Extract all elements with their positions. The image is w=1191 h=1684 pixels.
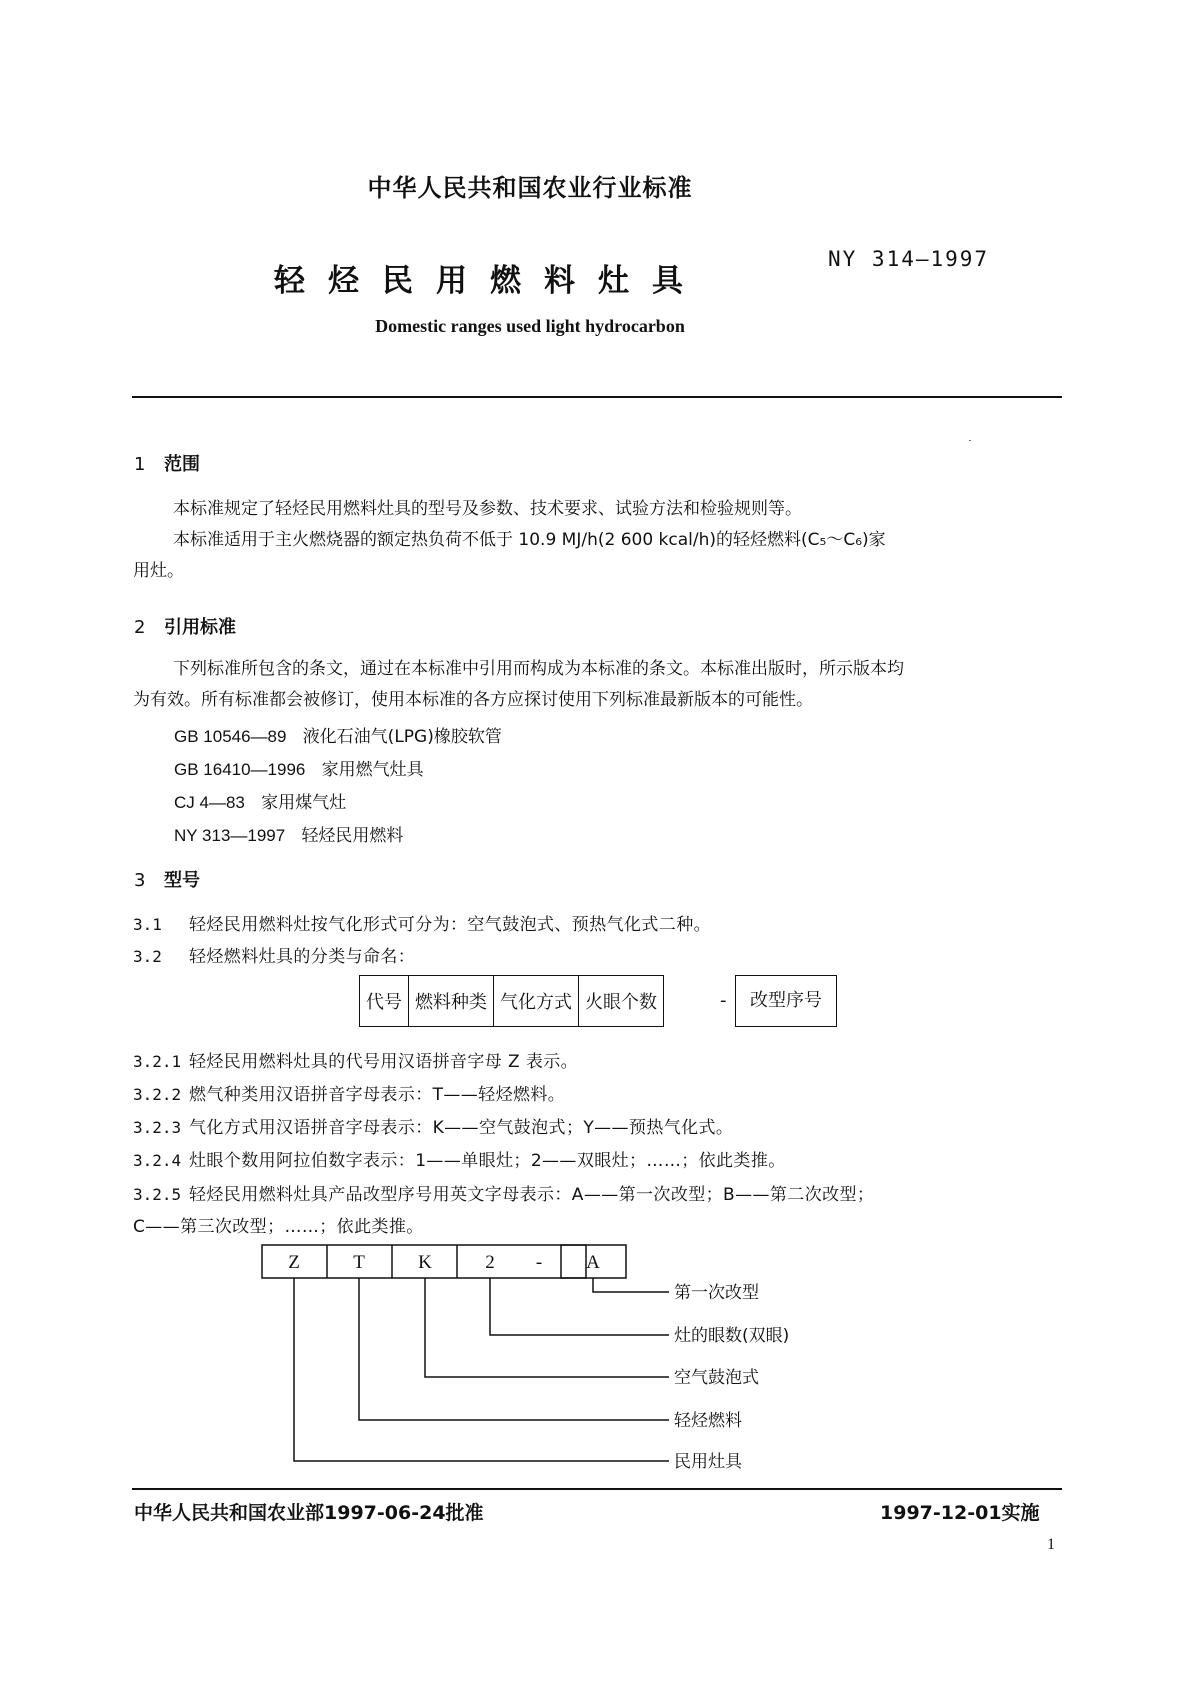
section-3-number: 3: [134, 870, 146, 891]
section-2-number: 2: [134, 617, 146, 638]
clause-text: 轻烃民用燃料灶具的代号用汉语拼音字母 Z 表示。: [189, 1052, 579, 1072]
document-title-chinese: 轻烃民用燃料灶具: [274, 263, 706, 299]
reference-code: NY 313—1997: [174, 826, 286, 845]
reference-name: 液化石油气(LPG)橡胶软管: [302, 727, 502, 747]
effective-date: 1997-12-01实施: [880, 1502, 1040, 1524]
section-1-body: [133, 494, 1063, 587]
section-3-title: 型号: [164, 870, 200, 891]
reference-code: CJ 4—83: [174, 793, 245, 812]
leader-line-fuel: [359, 1278, 669, 1420]
scan-speck: [969, 440, 971, 441]
clause-text: 轻烃民用燃料灶按气化形式可分为：空气鼓泡式、预热气化式二种。: [189, 915, 711, 935]
reference-item: [174, 821, 403, 846]
example-label: 第一次改型: [674, 1283, 759, 1303]
reference-name: 家用燃气灶具: [321, 760, 424, 780]
clause-number: 3.1: [133, 915, 162, 934]
document-title-english: Domestic ranges used light hydrocarbon: [375, 316, 685, 336]
clause-3-2-4: [133, 1146, 786, 1171]
clause-number: 3.2.4: [133, 1151, 182, 1170]
classification-cell: 气化方式: [494, 976, 579, 1027]
example-box-letter: 2: [485, 1252, 495, 1273]
reference-name: 轻烃民用燃料: [301, 826, 404, 846]
clause-3-1: [133, 910, 711, 935]
clause-3-2-3: [133, 1113, 733, 1138]
section-1-number: 1: [134, 454, 146, 475]
classification-dash: -: [720, 990, 727, 1011]
page-number: 1: [1047, 1536, 1055, 1553]
clause-text: 轻烃民用燃料灶具产品改型序号用英文字母表示：A——第一次改型；B——第二次改型；: [189, 1185, 875, 1205]
section-1-heading: [134, 450, 200, 476]
reference-name: 家用煤气灶: [261, 793, 347, 813]
classification-cell: 代号: [360, 976, 409, 1027]
section-1-paragraph-2-line-2: 用灶。: [133, 561, 184, 581]
example-label: 空气鼓泡式: [674, 1368, 759, 1388]
section-2-paragraph-line-2: 为有效。所有标准都会被修订，使用本标准的各方应探讨使用下列标准最新版本的可能性。: [133, 690, 813, 710]
example-box-letter: Z: [288, 1252, 300, 1273]
classification-cell: 火眼个数: [579, 976, 664, 1027]
example-box-letter: K: [418, 1252, 432, 1273]
clause-number: 3.2: [133, 947, 162, 966]
example-label: 轻烃燃料: [674, 1411, 742, 1431]
clause-number: 3.2.2: [133, 1085, 182, 1104]
section-1-title: 范围: [164, 454, 200, 475]
section-2-heading: [134, 613, 236, 639]
clause-text: 燃气种类用汉语拼音字母表示：T——轻烃燃料。: [189, 1085, 566, 1105]
section-1-paragraph-1: 本标准规定了轻烃民用燃料灶具的型号及参数、技术要求、试验方法和检验规则等。: [173, 499, 802, 519]
reference-item: [174, 788, 346, 813]
reference-code: GB 16410—1996: [174, 760, 306, 779]
section-2-paragraph-line-1: 下列标准所包含的条文，通过在本标准中引用而构成为本标准的条文。本标准出版时，所示版本均: [173, 659, 904, 679]
clause-number: 3.2.1: [133, 1052, 182, 1071]
classification-cell: 燃料种类: [409, 976, 494, 1027]
section-1-paragraph-2-line-1: 本标准适用于主火燃烧器的额定热负荷不低于 10.9 MJ/h(2 600 kcal/h)的轻烃燃料(C₅～C₆)家: [173, 530, 886, 550]
clause-number: 3.2.5: [133, 1185, 182, 1204]
clause-3-2: [133, 942, 415, 967]
clause-text: 气化方式用汉语拼音字母表示：K——空气鼓泡式；Y——预热气化式。: [189, 1118, 734, 1138]
example-box-letter: T: [353, 1252, 365, 1273]
classification-table: [359, 975, 664, 1027]
clause-text: 轻烃燃料灶具的分类与命名：: [189, 947, 416, 967]
header-divider: [132, 396, 1062, 398]
model-designation-diagram: [0, 1230, 1191, 1470]
leader-line-revision: [593, 1278, 669, 1292]
standard-number: NY 314—1997: [828, 247, 990, 271]
section-3-heading: [134, 866, 200, 892]
example-box-letter: A: [586, 1252, 600, 1273]
leader-line-domestic: [294, 1278, 669, 1461]
classification-cell-revision: 改型序号: [735, 975, 837, 1027]
clause-text: 灶眼个数用阿拉伯数字表示：1——单眼灶；2——双眼灶；……；依此类推。: [189, 1151, 786, 1171]
approval-line: 中华人民共和国农业部1997-06-24批准: [134, 1502, 484, 1524]
example-label: 民用灶具: [674, 1452, 742, 1470]
example-label: 灶的眼数(双眼): [674, 1326, 790, 1346]
example-dash: -: [535, 1252, 543, 1273]
issuing-authority-header: 中华人民共和国农业行业标准: [367, 174, 693, 202]
section-2-body: [133, 654, 1063, 716]
clause-3-2-1: [133, 1047, 578, 1072]
clause-3-2-5: [133, 1180, 1063, 1205]
section-2-title: 引用标准: [164, 617, 236, 638]
footer-divider: [132, 1488, 1062, 1490]
clause-text: C——第三次改型；……；依此类推。: [133, 1217, 424, 1237]
reference-item: [174, 755, 424, 780]
leader-line-vaporization: [425, 1278, 669, 1377]
clause-number: 3.2.3: [133, 1118, 182, 1137]
clause-3-2-2: [133, 1080, 565, 1105]
reference-item: [174, 722, 502, 747]
reference-code: GB 10546—89: [174, 727, 287, 746]
leader-line-burners: [490, 1278, 669, 1335]
